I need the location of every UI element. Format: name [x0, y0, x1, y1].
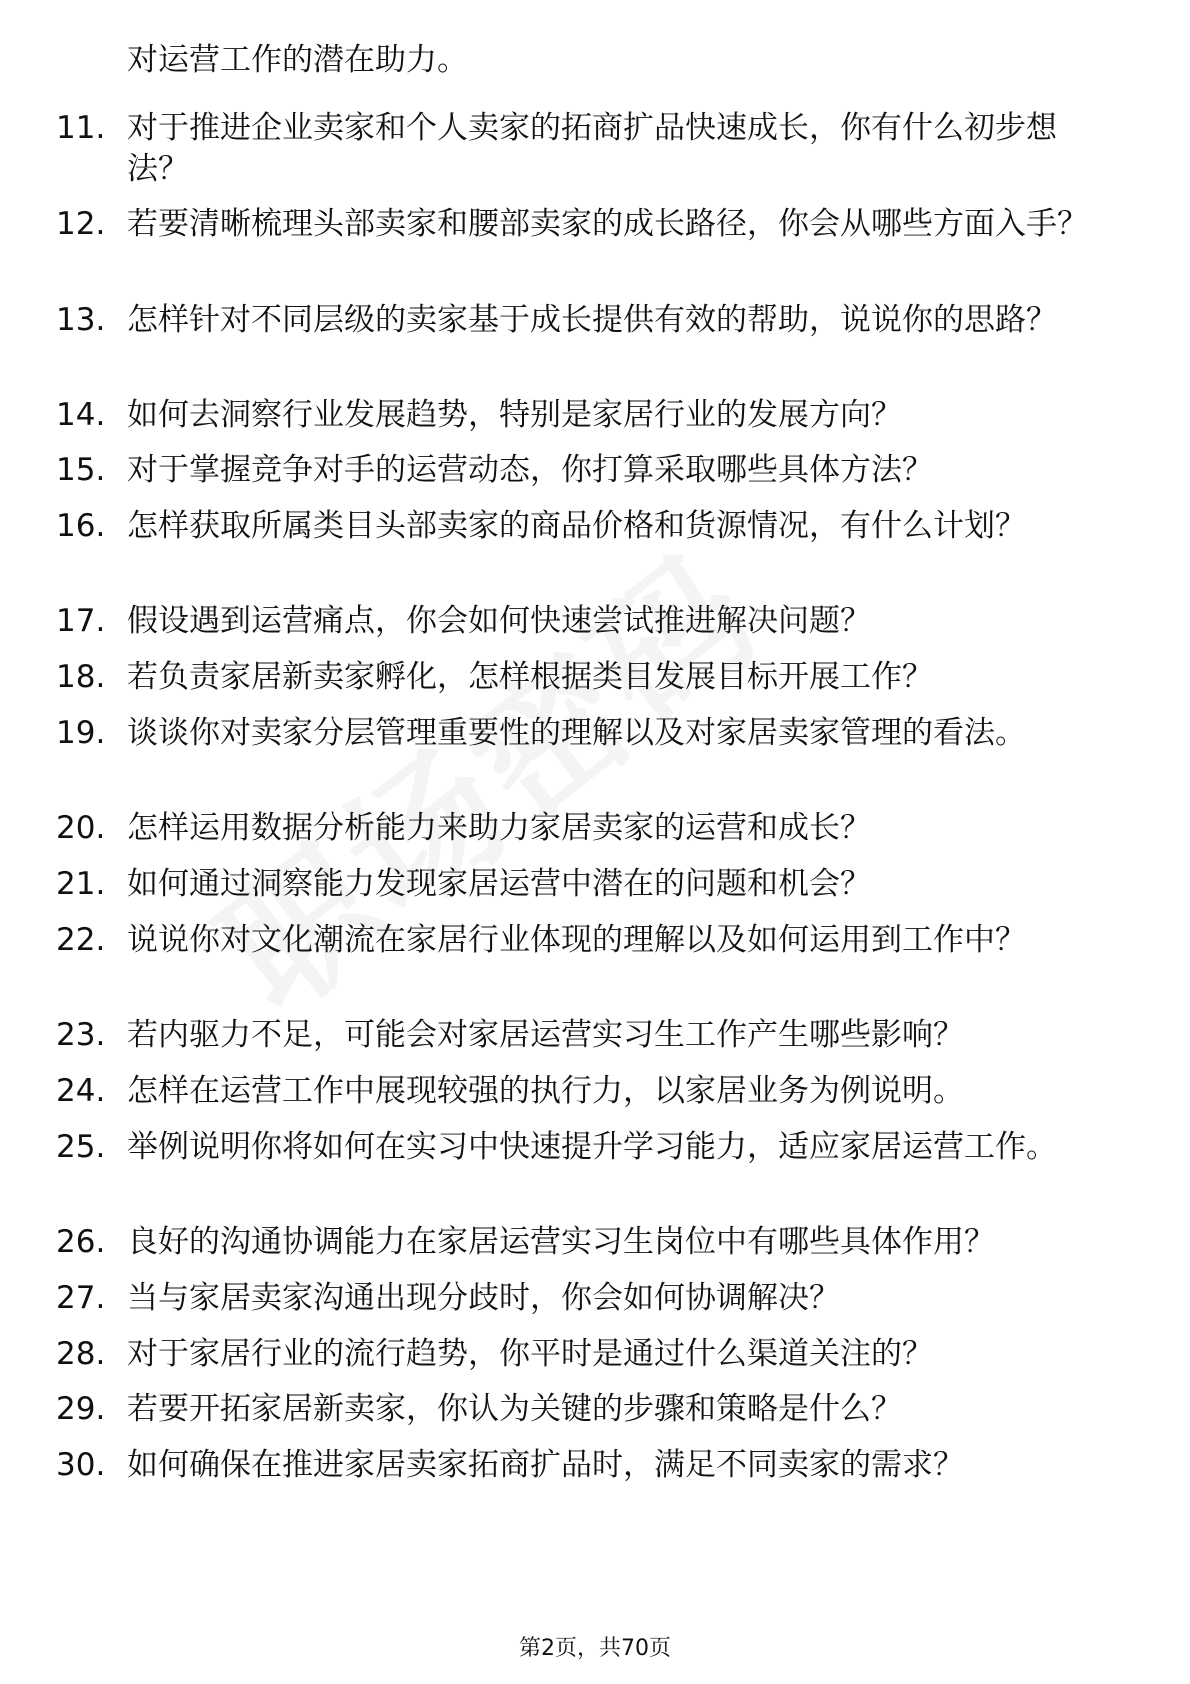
item-number: 15. [56, 452, 106, 488]
item-text: 对于推进企业卖家和个人卖家的拓商扩品快速成长，你有什么初步想法？ [127, 110, 1057, 187]
item-number: 14. [56, 397, 106, 433]
item-number: 19. [56, 715, 106, 751]
item-text: 良好的沟通协调能力在家居运营实习生岗位中有哪些具体作用？ [127, 1224, 995, 1260]
item-number: 29. [56, 1391, 106, 1427]
item-number: 27. [56, 1280, 106, 1316]
item-number: 21. [56, 866, 106, 902]
item-text: 怎样在运营工作中展现较强的执行力，以家居业务为例说明。 [127, 1073, 964, 1109]
item-number: 18. [56, 659, 106, 695]
item-number: 25. [56, 1129, 106, 1165]
watermark [170, 496, 795, 1050]
item-text: 怎样获取所属类目头部卖家的商品价格和货源情况，有什么计划？ [127, 508, 1026, 544]
item-text: 举例说明你将如何在实习中快速提升学习能力，适应家居运营工作。 [127, 1129, 1057, 1165]
item-text: 怎样针对不同层级的卖家基于成长提供有效的帮助，说说你的思路？ [127, 302, 1057, 338]
item-text: 对于家居行业的流行趋势，你平时是通过什么渠道关注的？ [127, 1336, 933, 1372]
item-number: 12. [56, 206, 106, 242]
item-text: 如何确保在推进家居卖家拓商扩品时，满足不同卖家的需求？ [127, 1447, 964, 1483]
item-text: 若要开拓家居新卖家，你认为关键的步骤和策略是什么？ [127, 1391, 902, 1427]
item-text: 对于掌握竞争对手的运营动态，你打算采取哪些具体方法？ [127, 452, 933, 488]
item-number: 30. [56, 1447, 106, 1483]
item-text: 假设遇到运营痛点，你会如何快速尝试推进解决问题？ [127, 603, 871, 639]
item-number: 26. [56, 1224, 106, 1260]
item-number: 20. [56, 810, 106, 846]
item-number: 13. [56, 302, 106, 338]
item-text: 若内驱力不足，可能会对家居运营实习生工作产生哪些影响？ [127, 1017, 964, 1053]
item-text: 如何通过洞察能力发现家居运营中潜在的问题和机会？ [127, 866, 871, 902]
item-number: 11. [56, 110, 106, 146]
item-text: 若负责家居新卖家孵化，怎样根据类目发展目标开展工作？ [127, 659, 933, 695]
item-text: 说说你对文化潮流在家居行业体现的理解以及如何运用到工作中？ [127, 922, 1026, 958]
item-number: 28. [56, 1336, 106, 1372]
item-number: 16. [56, 508, 106, 544]
item-text: 如何去洞察行业发展趋势，特别是家居行业的发展方向？ [127, 397, 902, 433]
item-text: 若要清晰梳理头部卖家和腰部卖家的成长路径，你会从哪些方面入手？ [127, 206, 1088, 242]
item-text: 当与家居卖家沟通出现分歧时，你会如何协调解决？ [127, 1280, 840, 1316]
item-number: 17. [56, 603, 106, 639]
item-text: 谈谈你对卖家分层管理重要性的理解以及对家居卖家管理的看法。 [127, 715, 1026, 751]
item-number: 22. [56, 922, 106, 958]
page-number: 第2页，共70页 [519, 1636, 671, 1661]
item-number: 24. [56, 1073, 106, 1109]
item-number: 23. [56, 1017, 106, 1053]
item-text: 怎样运用数据分析能力来助力家居卖家的运营和成长？ [127, 810, 871, 846]
continuation-text: 对运营工作的潜在助力。 [127, 42, 468, 78]
